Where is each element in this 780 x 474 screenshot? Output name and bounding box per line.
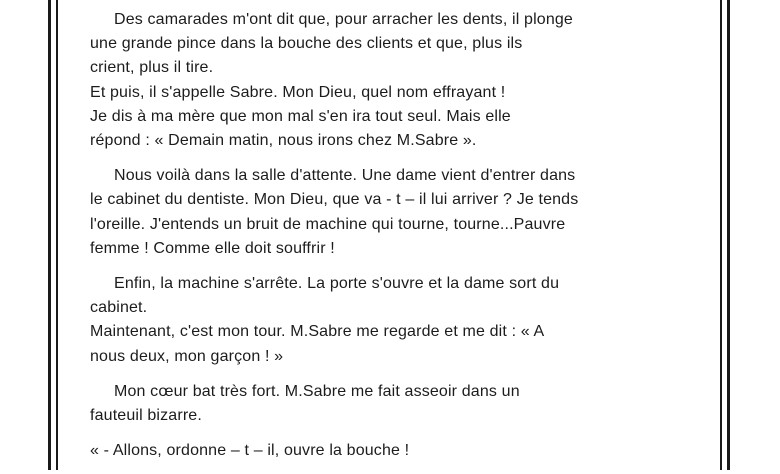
text-line: femme ! Comme elle doit souffrir !: [90, 239, 335, 257]
paragraph-2: [90, 164, 690, 261]
text-line: Nous voilà dans la salle d'attente. Une dame vient d'entrer dans: [114, 167, 576, 185]
text-line: nous deux, mon garçon ! »: [90, 347, 284, 365]
text-line: fauteuil bizarre.: [90, 407, 202, 425]
text-line: le cabinet du dentiste. Mon Dieu, que va - t – il lui arriver ? Je tends: [90, 191, 579, 209]
text-line: crient, plus il tire.: [90, 59, 214, 77]
paragraph-1: [90, 8, 690, 153]
frame-border-inner-right: [720, 0, 722, 470]
frame-border-inner-left: [56, 0, 58, 470]
paragraph-4: [90, 380, 690, 428]
text-line: Je dis à ma mère que mon mal s'en ira tout seul. Mais elle: [90, 107, 511, 125]
text-line: Maintenant, c'est mon tour. M.Sabre me regarde et me dit : « A: [90, 323, 545, 341]
text-line: « - Allons, ordonne – t – il, ouvre la bouche !: [90, 442, 410, 460]
text-line: l'oreille. J'entends un bruit de machine qui tourne, tourne...Pauvre: [90, 215, 566, 233]
frame-border-outer-left: [48, 0, 51, 470]
text-line: Des camarades m'ont dit que, pour arracher les dents, il plonge: [114, 11, 573, 28]
text-line: cabinet.: [90, 299, 148, 317]
paragraph-3: [90, 272, 690, 369]
paragraph-5: [90, 439, 690, 463]
text-line: répond : « Demain matin, nous irons chez M.Sabre ».: [90, 132, 477, 150]
text-line: Enfin, la machine s'arrête. La porte s'ouvre et la dame sort du: [114, 275, 560, 293]
text-line: Mon cœur bat très fort. M.Sabre me fait asseoir dans un: [114, 382, 520, 400]
story-text: [90, 8, 690, 474]
frame-border-outer-right: [727, 0, 730, 470]
text-line: Et puis, il s'appelle Sabre. Mon Dieu, quel nom effrayant !: [90, 83, 506, 101]
text-line: une grande pince dans la bouche des clients et que, plus ils: [90, 35, 523, 53]
